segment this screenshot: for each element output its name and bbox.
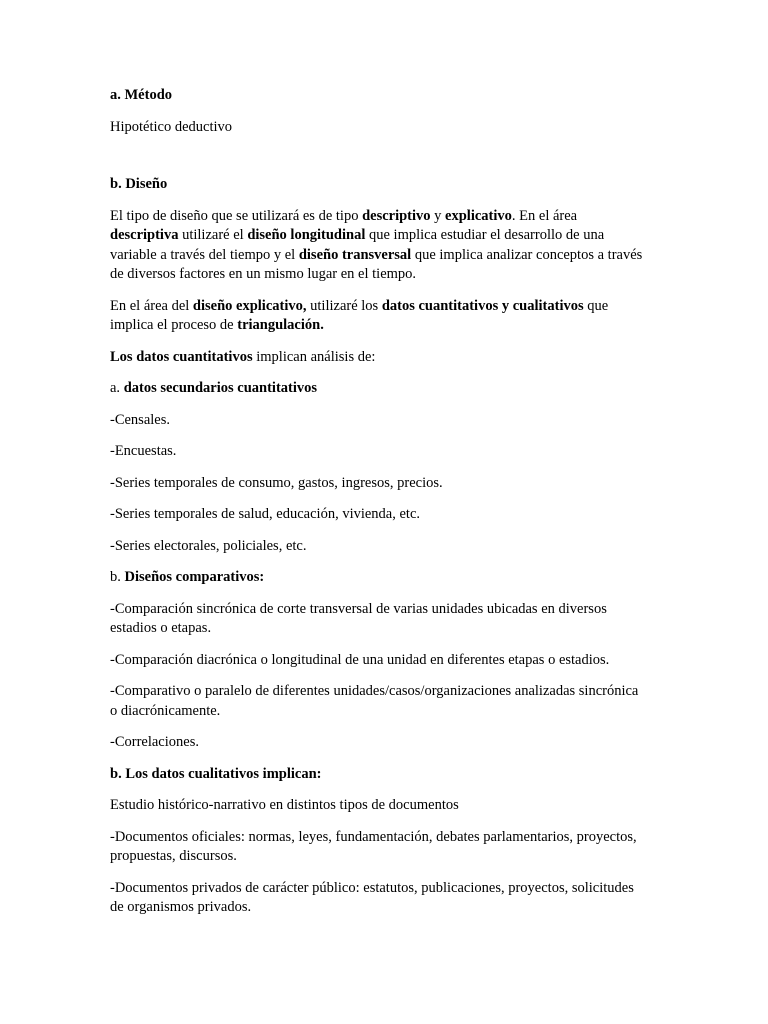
list-item: -Comparación sincrónica de corte transversal de varias unidades ubicadas en diversos estadios o etapas.: [110, 600, 607, 636]
list-item: -Documentos oficiales: normas, leyes, fundamentación, debates parlamentarios, proyectos, propuestas, discursos.: [110, 828, 637, 864]
diseno-paragraph-3: Los datos cuantitativos implican análisis de:: [110, 348, 376, 365]
heading-cualitativos: b. Los datos cualitativos implican:: [110, 765, 322, 782]
cualitativos-intro: Estudio histórico-narrativo en distintos tipos de documentos: [110, 797, 459, 813]
metodo-value: Hipotético deductivo: [110, 118, 233, 135]
list-item: -Comparativo o paralelo de diferentes unidades/casos/organizaciones analizadas sincrónica o diacrónicamente.: [110, 683, 639, 719]
list-item: -Censales.: [110, 411, 170, 428]
list-item: -Documentos privados de carácter público: estatutos, publicaciones, proyectos, solicitudes de organismos privados.: [110, 879, 634, 915]
heading-metodo: a. Método: [110, 87, 173, 103]
list-item: -Encuestas.: [110, 443, 177, 459]
list-item: -Series electorales, policiales, etc.: [110, 537, 307, 554]
list-item: -Series temporales de consumo, gastos, ingresos, precios.: [110, 474, 443, 491]
list-item: -Series temporales de salud, educación, vivienda, etc.: [110, 506, 421, 522]
list-item: -Comparación diacrónica o longitudinal de una unidad en diferentes etapas o estadios.: [110, 651, 610, 668]
diseno-paragraph-2: En el área del diseño explicativo, utilizaré los datos cuantitativos y cualitativos que implica el proceso de triangulación.: [110, 297, 609, 333]
heading-secundarios: a. datos secundarios cuantitativos: [110, 380, 318, 396]
heading-comparativos: b. Diseños comparativos:: [110, 569, 265, 585]
list-item: -Correlaciones.: [110, 734, 199, 750]
diseno-paragraph-1: El tipo de diseño que se utilizará es de tipo descriptivo y explicativo. En el área descriptiva utilizaré el diseño longitudinal que implica estudiar el desarrollo de una variable a través del tiempo y el diseño transversal que implica analizar conceptos a través de diversos factores en un mismo lugar en el tiempo.: [110, 207, 643, 282]
heading-diseno: b. Diseño: [110, 176, 168, 192]
